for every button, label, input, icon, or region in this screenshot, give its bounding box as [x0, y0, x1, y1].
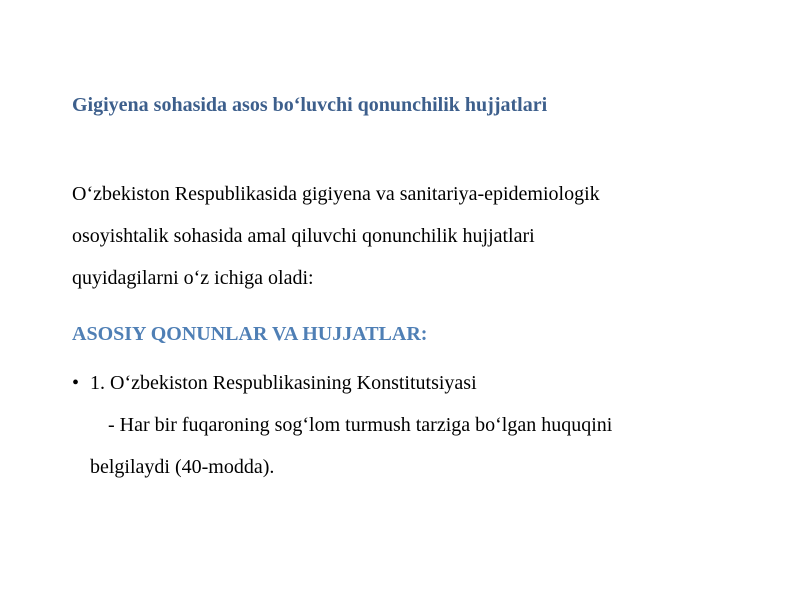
intro-paragraph: [72, 173, 732, 299]
list-item-detail: - Har bir fuqaroning sog‘lom turmush tarziga bo‘lgan huquqini: [108, 414, 613, 436]
list-item: [72, 362, 752, 488]
document-heading: Gigiyena sohasida asos bo‘luvchi qonunchilik hujjatlari: [72, 94, 548, 116]
list-item-detail-continued: belgilaydi (40-modda).: [90, 456, 275, 478]
intro-line: quyidagilarni o‘z ichiga oladi:: [72, 267, 314, 289]
bullet-icon: •: [72, 372, 80, 394]
section-heading: ASOSIY QONUNLAR VA HUJJATLAR:: [72, 323, 428, 345]
intro-line: osoyishtalik sohasida amal qiluvchi qonunchilik hujjatlari: [72, 225, 535, 247]
list-item-title: 1. O‘zbekiston Respublikasining Konstitutsiyasi: [90, 372, 477, 394]
intro-line: O‘zbekiston Respublikasida gigiyena va sanitariya-epidemiologik: [72, 183, 600, 205]
laws-list: [72, 362, 752, 488]
